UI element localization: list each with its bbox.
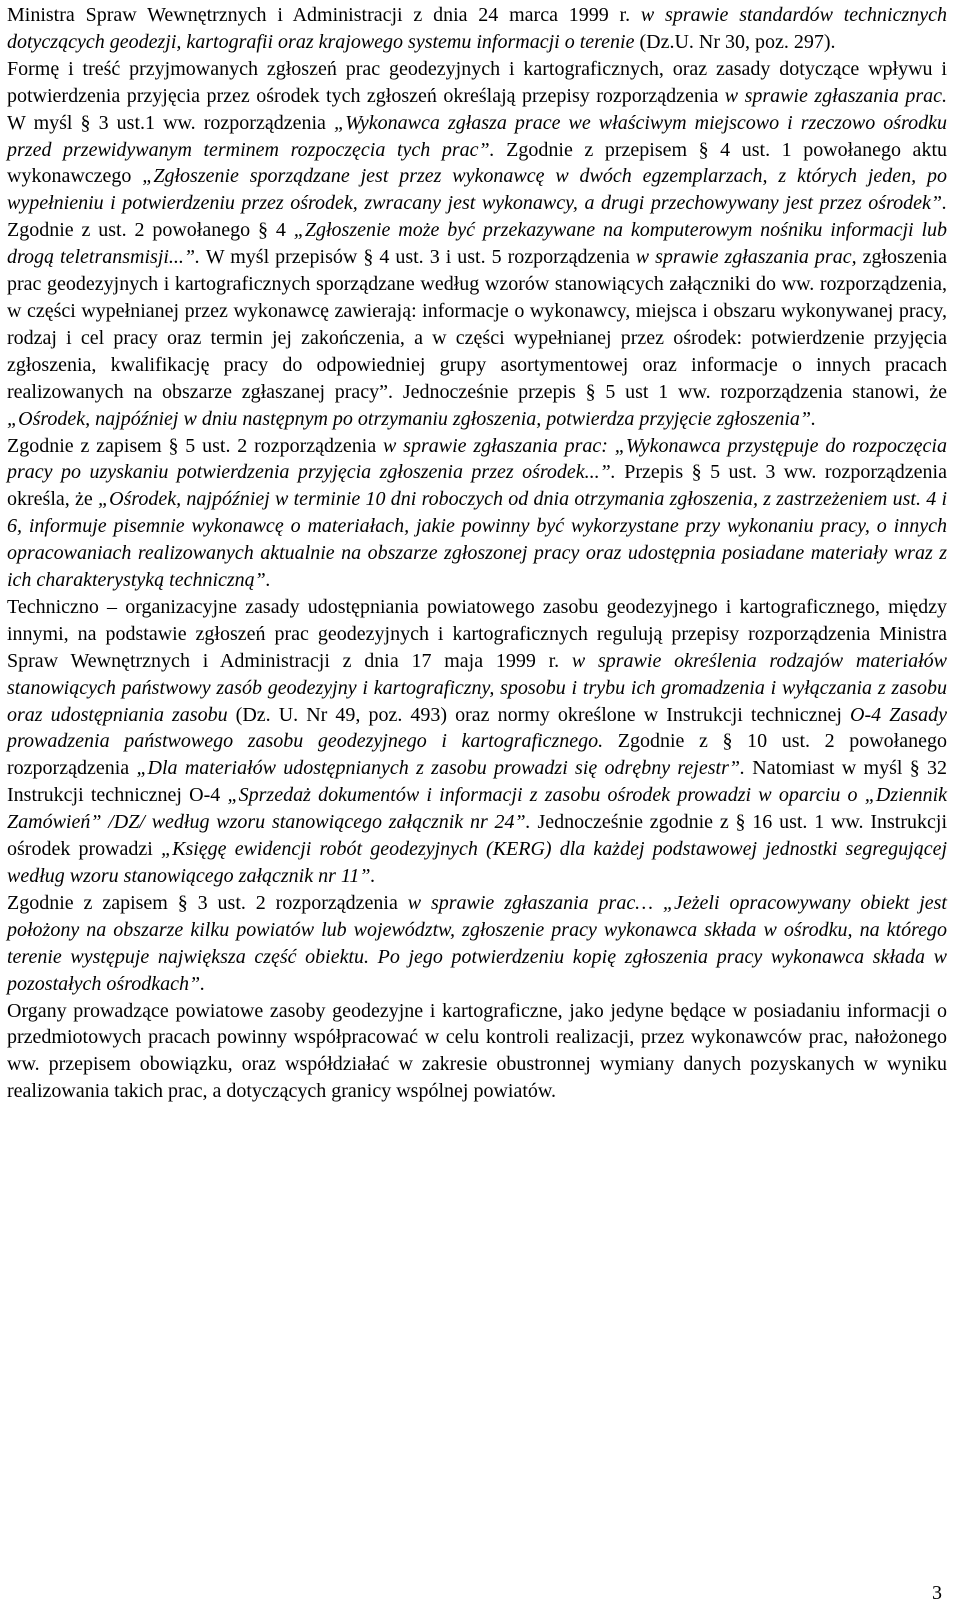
text-run: Natomiast w myśl § 32 Instrukcji technicznej O-4 xyxy=(7,757,948,807)
text-run-italic: „Zgłoszenie może być przekazywane na komputerowym nośniku informacji lub drogą teletransmisji...”. xyxy=(7,219,948,269)
text-run: Ministra Spraw Wewnętrznych i Administracji z dnia 24 marca 1999 r. xyxy=(7,4,641,26)
text-run: Formę i treść przyjmowanych zgłoszeń prac geodezyjnych i kartograficznych, oraz zasady dotyczące wpływu i potwierdzenia przyjęcia przez ośrodek tych zgłoszeń określają przepisy rozporządzenia xyxy=(7,57,947,107)
text-run-italic: w sprawie zgłaszania prac. xyxy=(724,84,947,107)
text-run-italic: „Sprzedaż dokumentów i informacji z zasobu ośrodek prowadzi w oparciu o „Dziennik Zamówień” /DZ/ według wzoru stanowiącego załącznik nr 24”. xyxy=(7,784,948,834)
text-run-italic: „Zgłoszenie sporządzane jest przez wykonawcę w dwóch egzemplarzach, z których jeden, po wypełnieniu i potwierdzeniu przez ośrodek, zwracany jest wykonawcy, a drugi przechowywany jest przez ośrodek”. xyxy=(7,165,947,215)
text-run: (Dz.U. Nr 30, poz. 297). xyxy=(634,30,836,53)
text-run-italic: w sprawie zgłaszania prac: „Wykonawca przystępuje do rozpoczęcia pracy po uzyskaniu potwierdzenia przyjęcia zgłoszenia przez ośrodek...”. xyxy=(7,434,947,484)
text-run: W myśl przepisów § 4 ust. 3 i ust. 5 rozporządzenia xyxy=(200,246,636,269)
text-run: Zgodnie z zapisem § 5 ust. 2 rozporządzenia xyxy=(7,434,384,457)
text-run: W myśl § 3 ust.1 ww. rozporządzenia xyxy=(7,111,334,134)
text-run-italic: „Ośrodek, najpóźniej w terminie 10 dni roboczych od dnia otrzymania zgłoszenia, z zastrzeżeniem ust. 4 i 6, informuje pisemnie wykonawcę o materiałach, jakie powinny być wykorzystane przy wykonaniu pracy, o innych opracowaniach realizowanych aktualnie na obszarze zgłoszonej pracy oraz udostępnia posiadane materiały wraz z ich charakterystyką techniczną”. xyxy=(7,488,948,592)
text-run: Zgodnie z zapisem § 3 ust. 2 rozporządzenia xyxy=(7,891,408,914)
text-run: Techniczno – organizacyjne zasady udostępniania powiatowego zasobu geodezyjnego i kartograficznego, między innymi, na podstawie zgłoszeń prac geodezyjnych i kartograficznych regulują przepisy rozporządzenia Ministra Spraw Wewnętrznych i Administracji z dnia 17 maja 1999 r. xyxy=(7,595,947,672)
paragraph-3 xyxy=(7,433,947,594)
text-run-italic: w sprawie zgłaszania prac… „Jeżeli opracowywany obiekt jest położony na obszarze kilku powiatów lub województw, zgłoszenie pracy wykonawca składa w ośrodku, na którego terenie występuje największa część obiektu. Po jego potwierdzeniu kopię zgłoszenia pracy wykonawca składa w pozostałych ośrodkach”. xyxy=(7,891,947,995)
text-run-italic: w sprawie określenia rodzajów materiałów stanowiących państwowy zasób geodezyjny i kartograficzny, sposobu i trybu ich gromadzenia i wyłączania z zasobu oraz udostępniania zasobu xyxy=(7,649,947,726)
text-run: Zgodnie z § 10 ust. 2 powołanego rozporządzenia xyxy=(7,730,947,780)
text-run: Jednocześnie zgodnie z § 16 ust. 1 ww. Instrukcji ośrodek prowadzi xyxy=(7,811,947,861)
paragraph-6 xyxy=(7,998,947,1106)
text-run: Zgodnie z przepisem § 4 ust. 1 powołanego aktu wykonawczego xyxy=(7,138,947,188)
text-run: (Dz. U. Nr 49, poz. 493) oraz normy określone w Instrukcji technicznej xyxy=(227,703,851,726)
text-run: zgłoszenia prac geodezyjnych i kartograficznych sporządzane według wzorów stanowiących załączniki do ww. rozporządzenia, w części wypełnianej przez wykonawcę zawierają: informacje o wykonawcy, miejsca i obszaru wykonywanej pracy, rodzaj i cel pracy oraz termin jej zakończenia, a w części wypełnianej przez ośrodek: potwierdzenie przyjęcia zgłoszenia, kwalifikację pracy do odpowiedniej grupy asortymentowej oraz informacje o innych pracach realizowanych na obszarze zgłaszanej pracy”. Jednocześnie przepis § 5 ust 1 ww. rozporządzenia stanowi, że xyxy=(7,246,948,403)
document-body xyxy=(7,2,947,1105)
page-number: 3 xyxy=(932,1582,942,1604)
text-run: Organy prowadzące powiatowe zasoby geodezyjne i kartograficzne, jako jedyne będące w posiadaniu informacji o przedmiotowych pracach powinny współpracować w celu kontroli realizacji, przez wykonawców prac, nałożonego ww. przepisem obowiązku, oraz współdziałać w zakresie obustronnej wymiany danych pozyskanych w wyniku realizowania takich prac, a dotyczących granicy wspólnej powiatów. xyxy=(7,999,947,1103)
paragraph-2 xyxy=(7,56,947,433)
paragraph-5 xyxy=(7,890,947,998)
paragraph-4 xyxy=(7,594,947,890)
text-run-italic: „Wykonawca zgłasza prace we właściwym miejscowo i rzeczowo ośrodku przed przewidywanym terminem rozpoczęcia tych prac”. xyxy=(7,111,947,161)
text-run-italic: „Dla materiałów udostępnianych z zasobu prowadzi się odrębny rejestr”. xyxy=(136,757,745,780)
text-run: Zgodnie z ust. 2 powołanego § 4 xyxy=(7,219,294,242)
text-run-italic: „Ośrodek, najpóźniej w dniu następnym po otrzymaniu zgłoszenia, potwierdza przyjęcie zgłoszenia”. xyxy=(7,407,817,430)
text-run-italic: „Księgę ewidencji robót geodezyjnych (KERG) dla każdej podstawowej jednostki segregującej według wzoru stanowiącego załącznik nr 11”. xyxy=(7,838,948,887)
text-run-italic: O-4 Zasady prowadzenia państwowego zasobu geodezyjnego i kartograficznego. xyxy=(7,703,947,753)
paragraph-1 xyxy=(7,2,947,56)
text-run: Przepis § 5 ust. 3 ww. rozporządzenia określa, że xyxy=(7,461,947,511)
text-run-italic: w sprawie zgłaszania prac, xyxy=(635,246,857,269)
text-run-italic: w sprawie standardów technicznych dotyczących geodezji, kartografii oraz krajowego systemu informacji o terenie xyxy=(7,4,948,53)
